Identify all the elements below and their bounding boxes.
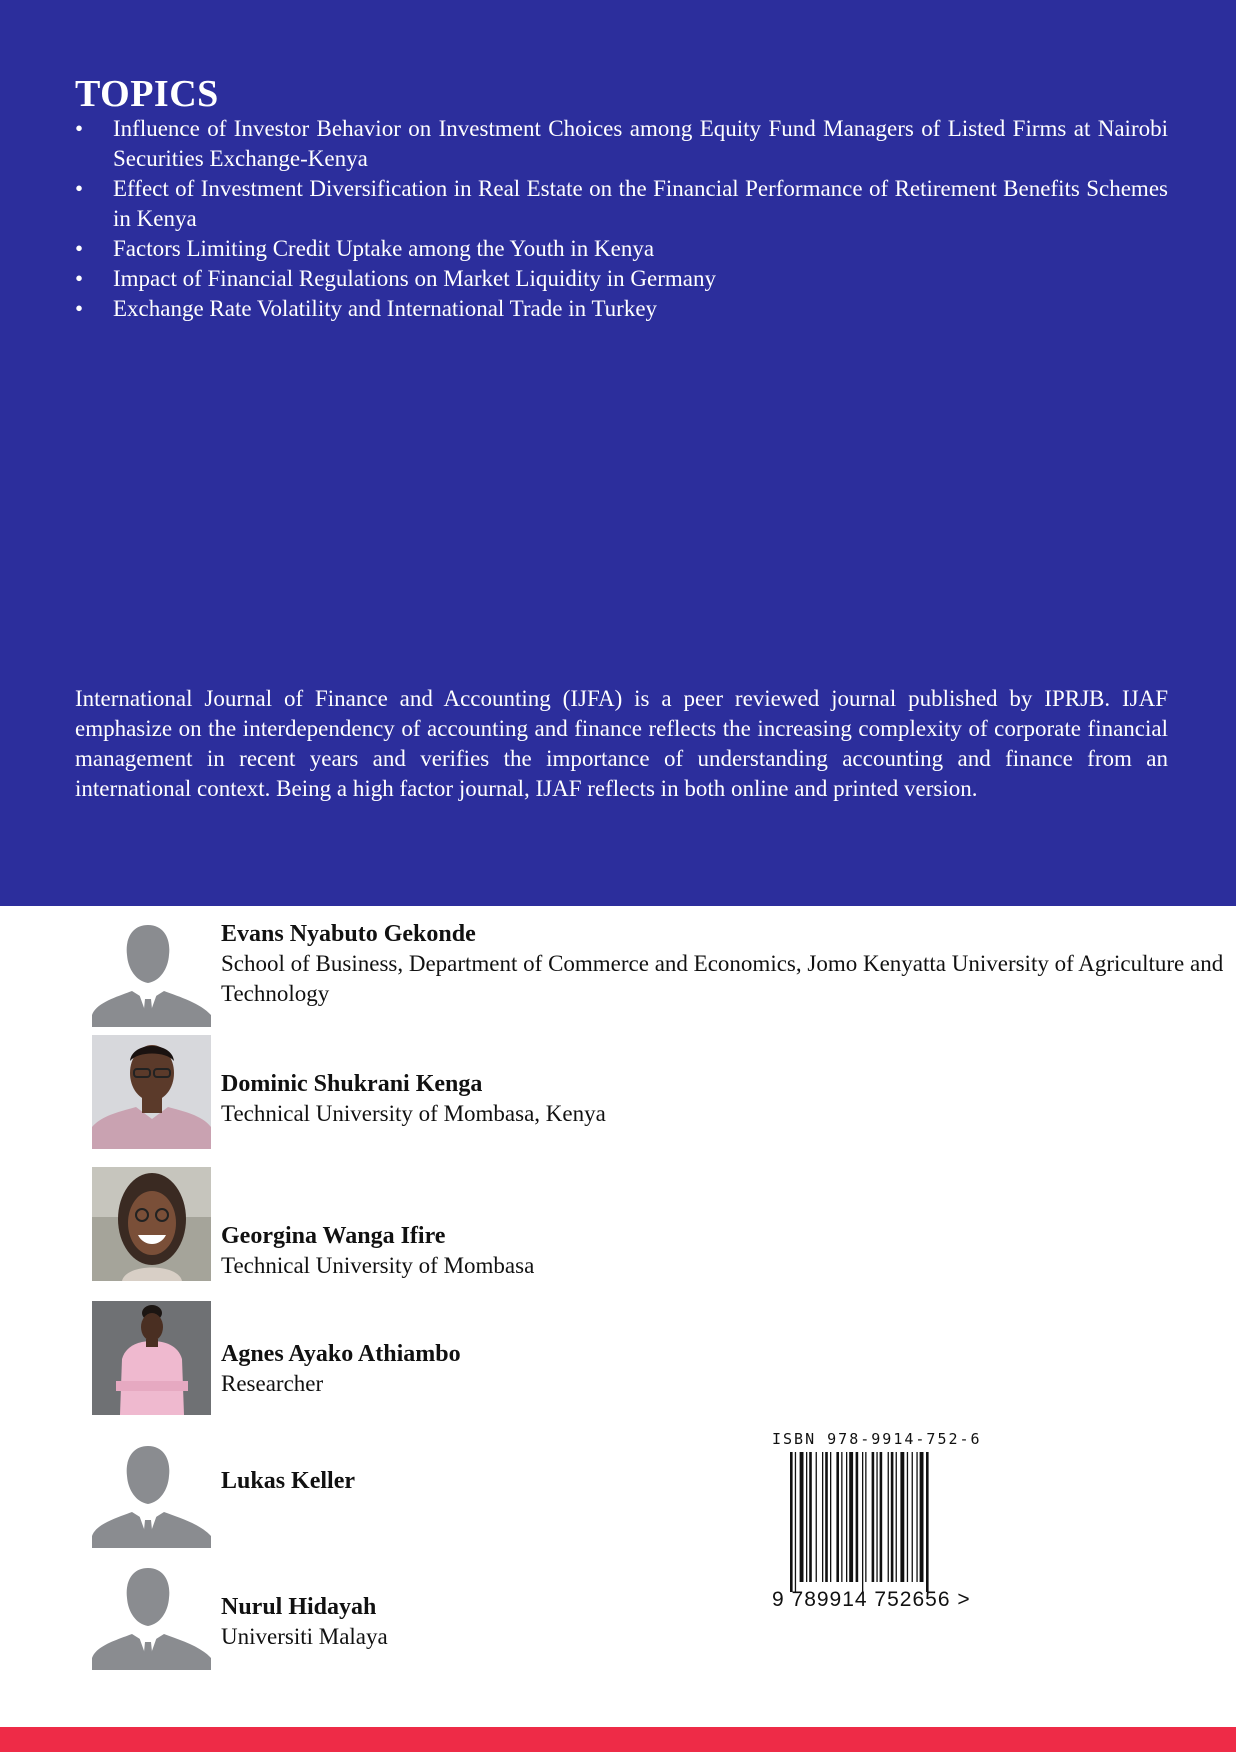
author-card bbox=[92, 1562, 792, 1678]
author-photo bbox=[92, 1035, 211, 1151]
avatar-placeholder-icon bbox=[92, 919, 211, 1035]
topic-item bbox=[75, 174, 1168, 234]
author-name: Dominic Shukrani Kenga bbox=[221, 1071, 483, 1097]
author-name: Nurul Hidayah bbox=[221, 1594, 377, 1620]
topic-item bbox=[75, 294, 1168, 324]
barcode-digits: 9 789914 752656 > bbox=[772, 1588, 971, 1611]
author-name: Evans Nyabuto Gekonde bbox=[221, 921, 476, 947]
author-card bbox=[92, 1035, 792, 1151]
bullet-icon: • bbox=[75, 116, 84, 141]
topic-text: Exchange Rate Volatility and International Trade in Turkey bbox=[113, 296, 658, 321]
author-affiliation: Researcher bbox=[221, 1371, 324, 1396]
author-affiliation: Technical University of Mombasa, Kenya bbox=[221, 1101, 606, 1126]
topic-item bbox=[75, 264, 1168, 294]
bullet-icon: • bbox=[75, 176, 84, 201]
avatar-placeholder-icon bbox=[92, 1562, 211, 1678]
author-card bbox=[92, 919, 1224, 1035]
isbn-label: ISBN 978-9914-752-6 bbox=[772, 1430, 982, 1448]
author-photo bbox=[92, 1301, 211, 1417]
author-card bbox=[92, 1301, 792, 1417]
bullet-icon: • bbox=[75, 296, 84, 321]
topic-text: Factors Limiting Credit Uptake among the Youth in Kenya bbox=[113, 236, 655, 261]
topic-text: Impact of Financial Regulations on Market Liquidity in Germany bbox=[113, 266, 716, 291]
author-name: Georgina Wanga Ifire bbox=[221, 1223, 446, 1249]
author-photo bbox=[92, 1167, 211, 1283]
isbn-barcode bbox=[772, 1430, 1002, 1610]
topic-text: Effect of Investment Diversification in Real Estate on the Financial Performance of Retirement Benefits Schemes in Kenya bbox=[113, 176, 1168, 231]
journal-description: International Journal of Finance and Accounting (IJFA) is a peer reviewed journal published by IPRJB. IJAF emphasize on the interdependency of accounting and finance reflects the increasing complexity of corporate financial management in recent years and verifies the importance of understanding accounting and finance from an international context. Being a high factor journal, IJAF reflects in both online and printed version. bbox=[75, 686, 1168, 801]
topic-text: Influence of Investor Behavior on Investment Choices among Equity Fund Managers of Listed Firms at Nairobi Securities Exchange-Kenya bbox=[113, 116, 1168, 171]
topics-heading: TOPICS bbox=[75, 73, 219, 115]
barcode-icon bbox=[772, 1452, 992, 1592]
author-card bbox=[92, 1167, 792, 1283]
author-affiliation: School of Business, Department of Commerce and Economics, Jomo Kenyatta University of Agriculture and Technology bbox=[221, 951, 1224, 1006]
topics-list bbox=[75, 114, 1168, 324]
bullet-icon: • bbox=[75, 236, 84, 261]
bullet-icon: • bbox=[75, 266, 84, 291]
author-affiliation: Universiti Malaya bbox=[221, 1624, 388, 1649]
author-affiliation: Technical University of Mombasa bbox=[221, 1253, 535, 1278]
author-card bbox=[92, 1440, 792, 1556]
author-name: Agnes Ayako Athiambo bbox=[221, 1341, 461, 1367]
author-name: Lukas Keller bbox=[221, 1468, 356, 1494]
avatar-placeholder-icon bbox=[92, 1440, 211, 1556]
bottom-color-strip bbox=[0, 1727, 1236, 1752]
topic-item bbox=[75, 114, 1168, 174]
topic-item bbox=[75, 234, 1168, 264]
